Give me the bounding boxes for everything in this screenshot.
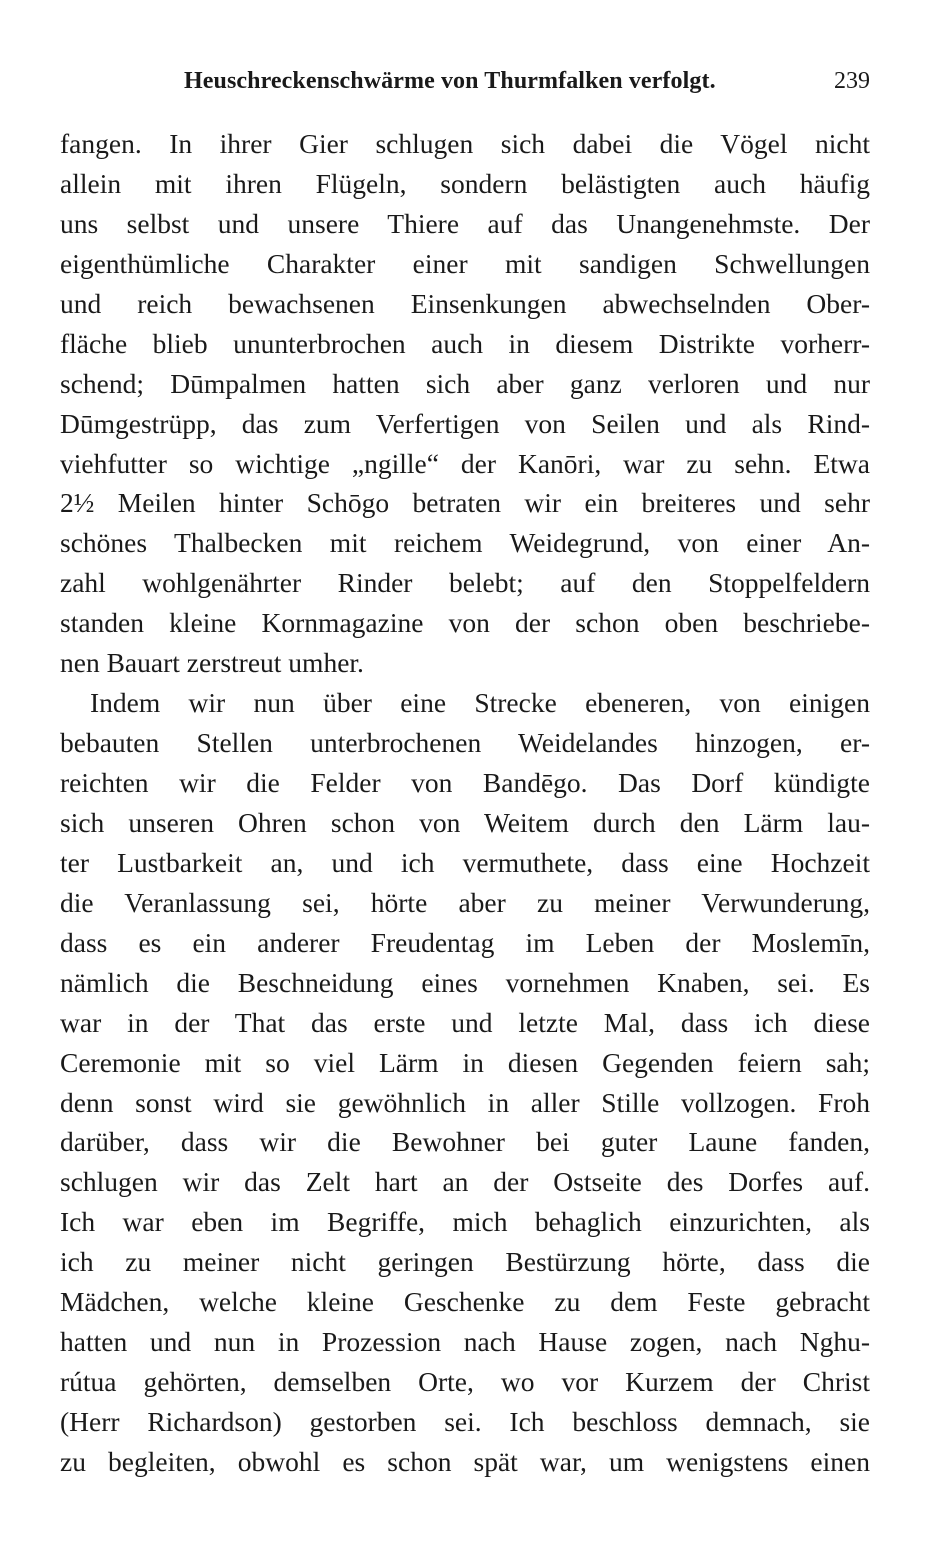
text-line: standen kleine Kornmagazine von der schon oben beschriebe- (60, 607, 870, 639)
text-line: Ich war eben im Begriffe, mich behaglich einzurichten, als (60, 1206, 870, 1238)
text-line: eigenthümliche Charakter einer mit sandigen Schwellungen (60, 247, 870, 279)
text-line: Indem wir nun über eine Strecke ebeneren, von einigen (90, 687, 870, 719)
text-line: zahl wohlgenährter Rinder belebt; auf den Stoppelfeldern (60, 567, 870, 599)
paragraph-1 (60, 124, 870, 683)
paragraph-2 (60, 683, 870, 1482)
text-line: sich unseren Ohren schon von Weitem durch den Lärm lau- (60, 806, 870, 838)
text-line: uns selbst und unsere Thiere auf das Unangenehmste. Der (60, 207, 870, 239)
body-text (60, 124, 870, 1482)
text-line: die Veranlassung sei, hörte aber zu meiner Verwunderung, (60, 886, 870, 918)
text-line: fangen. In ihrer Gier schlugen sich dabei die Vögel nicht (60, 128, 870, 159)
text-line: denn sonst wird sie gewöhnlich in aller Stille vollzogen. Froh (60, 1086, 870, 1118)
text-line: schend; Dūmpalmen hatten sich aber ganz verloren und nur (60, 367, 870, 399)
text-line: reichten wir die Felder von Bandēgo. Das Dorf kündigte (60, 767, 870, 798)
text-line: bebauten Stellen unterbrochenen Weidelandes hinzogen, er- (60, 727, 870, 759)
running-header (60, 68, 870, 102)
text-line: 2½ Meilen hinter Schōgo betraten wir ein breiteres und sehr (60, 487, 870, 519)
text-line: schönes Thalbecken mit reichem Weidegrund, von einer An- (60, 527, 870, 559)
text-line: nen Bauart zerstreut umher. (60, 647, 364, 679)
text-line: war in der That das erste und letzte Mal, dass ich diese (60, 1006, 870, 1038)
text-line: Ceremonie mit so viel Lärm in diesen Gegenden feiern sah; (60, 1046, 870, 1078)
text-line: fläche blieb ununterbrochen auch in diesem Distrikte vorherr- (60, 327, 870, 359)
text-line: dass es ein anderer Freudentag im Leben der Moslemīn, (60, 926, 870, 958)
text-line: Dūmgestrüpp, das zum Verfertigen von Seilen und als Rind- (60, 407, 870, 439)
page-number: 239 (834, 68, 870, 94)
text-line: zu begleiten, obwohl es schon spät war, um wenigstens einen (60, 1445, 870, 1477)
running-title: Heuschreckenschwärme von Thurmfalken verfolgt. (184, 68, 716, 94)
text-line: (Herr Richardson) gestorben sei. Ich beschloss demnach, sie (60, 1406, 870, 1437)
text-line: schlugen wir das Zelt hart an der Ostseite des Dorfes auf. (60, 1166, 870, 1198)
text-line: allein mit ihren Flügeln, sondern belästigten auch häufig (60, 167, 870, 199)
text-line: rútua gehörten, demselben Orte, wo vor Kurzem der Christ (60, 1366, 870, 1398)
text-line: und reich bewachsenen Einsenkungen abwechselnden Ober- (60, 287, 870, 319)
text-line: Mädchen, welche kleine Geschenke zu dem Feste gebracht (60, 1286, 870, 1318)
text-line: hatten und nun in Prozession nach Hause zogen, nach Nghu- (60, 1326, 870, 1358)
text-line: darüber, dass wir die Bewohner bei guter Laune fanden, (60, 1126, 870, 1158)
text-line: ich zu meiner nicht geringen Bestürzung hörte, dass die (60, 1246, 870, 1278)
text-line: nämlich die Beschneidung eines vornehmen Knaben, sei. Es (60, 966, 870, 998)
text-line: viehfutter so wichtige „ngille“ der Kanōri, war zu sehn. Etwa (60, 447, 870, 479)
text-line: ter Lustbarkeit an, und ich vermuthete, dass eine Hochzeit (60, 846, 870, 878)
